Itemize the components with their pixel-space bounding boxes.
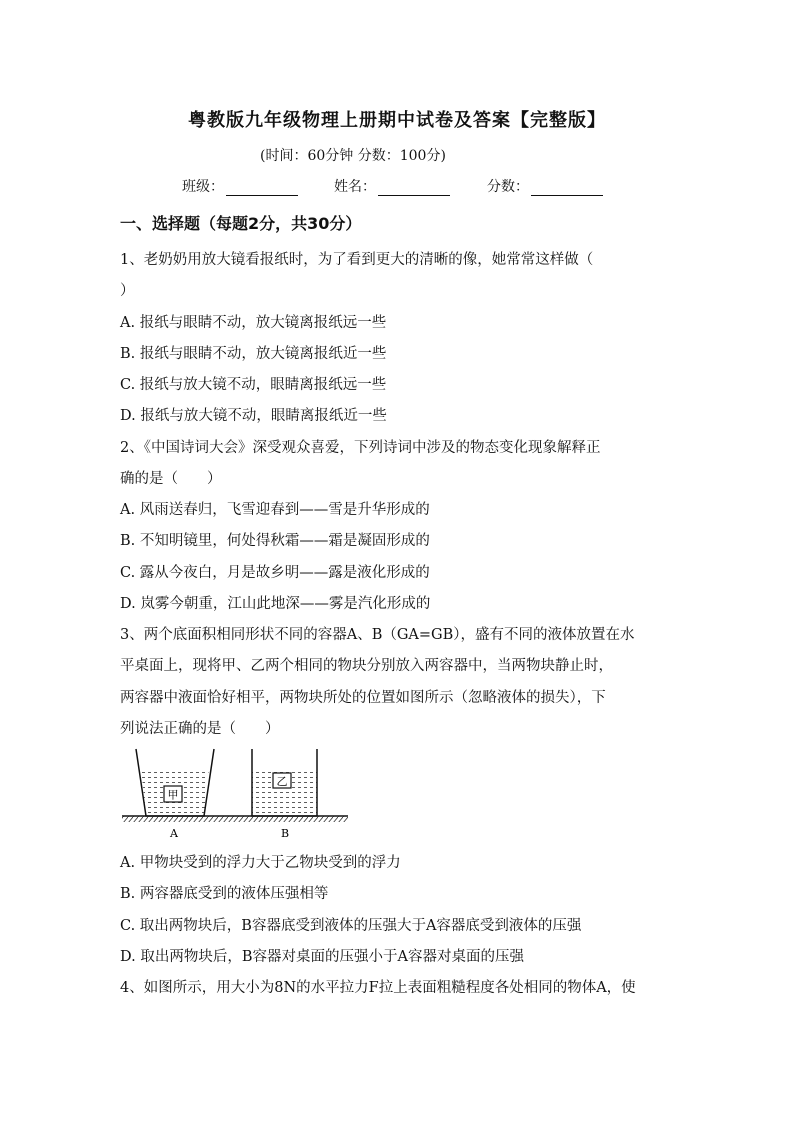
score-field xyxy=(487,176,603,196)
class-label: 班级： xyxy=(182,179,224,195)
score-blank[interactable] xyxy=(531,179,603,196)
container-a-label: A xyxy=(170,827,178,840)
q3-stem-line2: 平桌面上，现将甲、乙两个相同的物块分别放入两容器中，当两物块静止时， xyxy=(120,658,613,674)
class-field xyxy=(182,176,298,196)
q1-stem-line1: 1、老奶奶用放大镜看报纸时，为了看到更大的清晰的像，她常常这样做（ xyxy=(120,252,594,268)
q4-stem-line1: 4、如图所示，用大小为8N的水平拉力F拉上表面粗糙程度各处相同的物体A，使 xyxy=(120,980,636,996)
q1-option-a: A. 报纸与眼睛不动，放大镜离报纸远一些 xyxy=(120,315,387,331)
exam-time-score: (时间：60分钟 分数：100分) xyxy=(260,148,446,164)
section-heading: 一、选择题（每题2分，共30分） xyxy=(120,214,362,233)
q2-option-b: B. 不知明镜里，何处得秋霜——霜是凝固形成的 xyxy=(120,533,430,549)
table-surface-hatch xyxy=(122,816,348,822)
container-b-label: B xyxy=(280,827,290,840)
q3-option-a: A. 甲物块受到的浮力大于乙物块受到的浮力 xyxy=(120,855,401,871)
q3-stem-line4: 列说法正确的是（ ） xyxy=(120,721,280,737)
q1-option-d: D. 报纸与放大镜不动，眼睛离报纸近一些 xyxy=(120,408,387,424)
q2-stem-line2: 确的是（ ） xyxy=(120,471,222,487)
score-label: 分数： xyxy=(487,179,529,195)
q1-stem-line2: ） xyxy=(120,283,135,299)
q2-stem-line1: 2、《中国诗词大会》深受观众喜爱，下列诗词中涉及的物态变化现象解释正 xyxy=(120,440,601,456)
q1-option-c: C. 报纸与放大镜不动，眼睛离报纸远一些 xyxy=(120,377,387,393)
containers-figure xyxy=(118,745,358,845)
q3-stem-line1: 3、两个底面积相同形状不同的容器A、B（GA=GB），盛有不同的液体放置在水 xyxy=(120,627,635,643)
class-blank[interactable] xyxy=(226,179,298,196)
q2-option-c: C. 露从今夜白，月是故乡明——露是液化形成的 xyxy=(120,565,430,581)
q3-option-c: C. 取出两物块后，B容器底受到液体的压强大于A容器底受到液体的压强 xyxy=(120,918,582,934)
block-yi-label: 乙 xyxy=(276,775,288,788)
q2-option-d: D. 岚雾今朝重，江山此地深——雾是汽化形成的 xyxy=(120,596,431,612)
name-label: 姓名： xyxy=(334,179,376,195)
page-title: 粤教版九年级物理上册期中试卷及答案【完整版】 xyxy=(188,110,606,131)
q3-option-b: B. 两容器底受到的液体压强相等 xyxy=(120,886,329,902)
q1-option-b: B. 报纸与眼睛不动，放大镜离报纸近一些 xyxy=(120,346,387,362)
q3-option-d: D. 取出两物块后，B容器对桌面的压强小于A容器对桌面的压强 xyxy=(120,949,524,965)
q2-option-a: A. 风雨送春归，飞雪迎春到——雪是升华形成的 xyxy=(120,502,430,518)
name-field xyxy=(334,176,450,196)
block-jia-label: 甲 xyxy=(167,788,179,802)
q3-stem-line3: 两容器中液面恰好相平，两物块所处的位置如图所示（忽略液体的损失），下 xyxy=(120,690,606,706)
name-blank[interactable] xyxy=(378,179,450,196)
